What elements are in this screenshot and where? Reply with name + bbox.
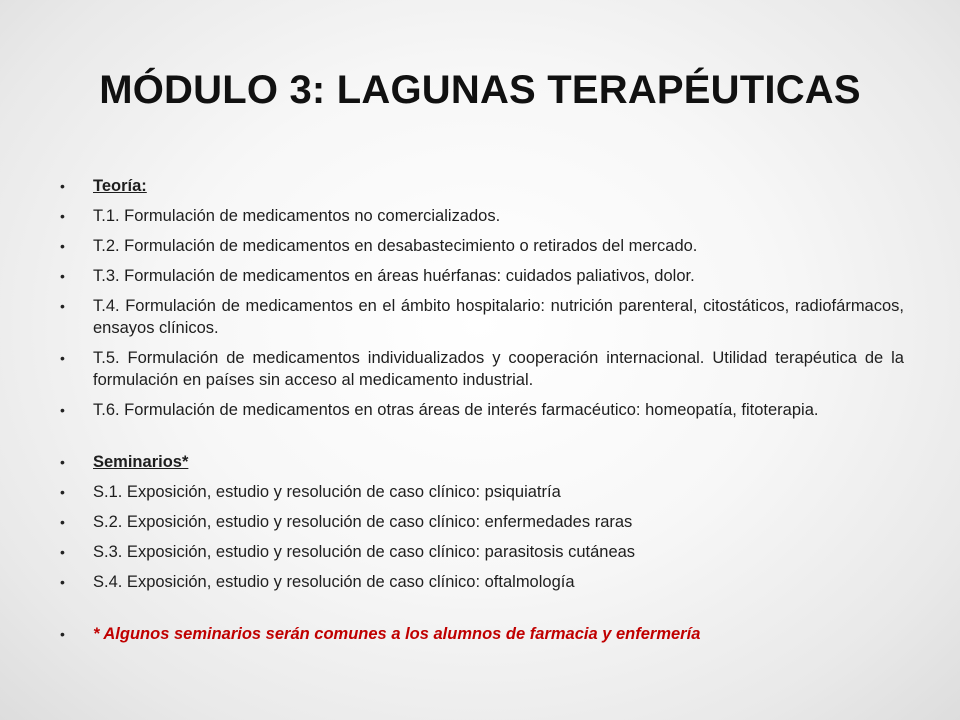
bullet-icon: • xyxy=(60,268,65,284)
bullet-icon: • xyxy=(60,574,65,590)
slide-title: MÓDULO 3: LAGUNAS TERAPÉUTICAS xyxy=(99,68,861,112)
bullet-icon: • xyxy=(60,454,65,470)
footnote-item xyxy=(58,623,904,645)
list-item-t6 xyxy=(58,399,904,421)
bullet-icon: • xyxy=(60,350,65,366)
list-item-s1 xyxy=(58,481,904,503)
list-item-text: T.6. Formulación de medicamentos en otras áreas de interés farmacéutico: homeopatía, fitoterapia. xyxy=(93,401,819,419)
list-item-text: T.3. Formulación de medicamentos en áreas huérfanas: cuidados paliativos, dolor. xyxy=(93,267,695,285)
list-item-s3 xyxy=(58,541,904,563)
bullet-icon: • xyxy=(60,178,65,194)
bullet-icon: • xyxy=(60,298,65,314)
bullet-icon: • xyxy=(60,626,65,642)
list-item-text: S.1. Exposición, estudio y resolución de caso clínico: psiquiatría xyxy=(93,483,561,501)
theory-heading: Teoría: xyxy=(93,177,147,195)
list-item-text: T.5. Formulación de medicamentos individualizados y cooperación internacional. Utilidad terapéutica de la formulación en países sin acceso al medicamento industrial. xyxy=(93,349,904,389)
bullet-icon: • xyxy=(60,544,65,560)
list-item-text: S.2. Exposición, estudio y resolución de caso clínico: enfermedades raras xyxy=(93,513,633,531)
seminars-heading-item xyxy=(58,451,904,473)
seminars-heading: Seminarios* xyxy=(93,453,189,471)
list-item-s4 xyxy=(58,571,904,593)
list-item-t4 xyxy=(58,295,904,339)
footnote-text: * Algunos seminarios serán comunes a los alumnos de farmacia y enfermería xyxy=(93,625,701,643)
bullet-icon: • xyxy=(60,208,65,224)
list-item-text: T.2. Formulación de medicamentos en desabastecimiento o retirados del mercado. xyxy=(93,237,698,255)
list-item-text: S.3. Exposición, estudio y resolución de caso clínico: parasitosis cutáneas xyxy=(93,543,636,561)
bullet-icon: • xyxy=(60,238,65,254)
bullet-icon: • xyxy=(60,402,65,418)
bullet-icon: • xyxy=(60,484,65,500)
list-item-text: T.4. Formulación de medicamentos en el ámbito hospitalario: nutrición parenteral, citostáticos, radiofármacos, ensayos clínicos. xyxy=(93,297,904,337)
list-item-t5 xyxy=(58,347,904,391)
theory-heading-item xyxy=(58,175,904,197)
slide-content xyxy=(58,175,904,653)
list-item-text: T.1. Formulación de medicamentos no comercializados. xyxy=(93,207,501,225)
bullet-icon: • xyxy=(60,514,65,530)
list-item-text: S.4. Exposición, estudio y resolución de caso clínico: oftalmología xyxy=(93,573,575,591)
list-item-t2 xyxy=(58,235,904,257)
list-item-t3 xyxy=(58,265,904,287)
list-item-t1 xyxy=(58,205,904,227)
list-item-s2 xyxy=(58,511,904,533)
